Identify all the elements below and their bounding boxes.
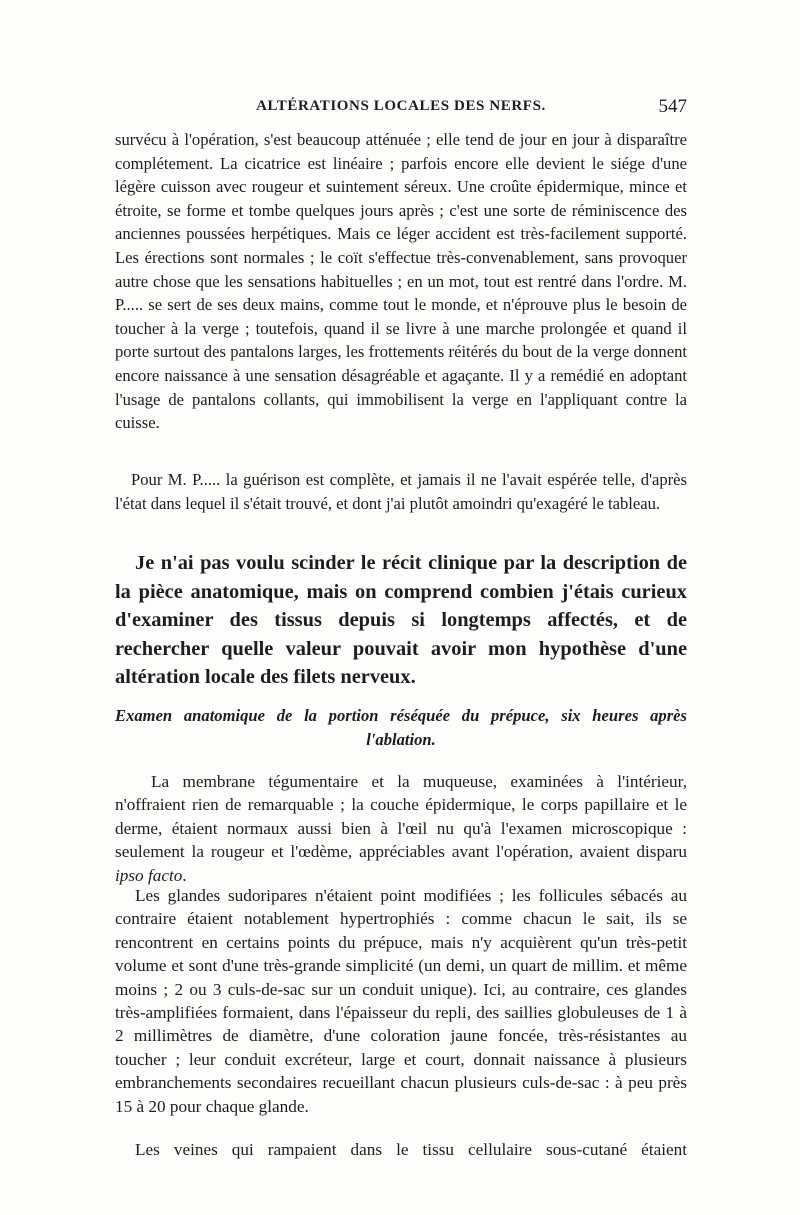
paragraph-membrane-end: .: [182, 865, 187, 885]
section-heading-line-2: l'ablation.: [366, 730, 436, 749]
paragraph-outcome: Pour M. P..... la guérison est complète, et jamais il ne l'avait espérée telle, d'après l'état dans lequel il s'était trouvé, et dont j'ai plutôt amoindri qu'exagéré le tableau.: [115, 470, 687, 513]
paragraph-veins: [115, 1138, 687, 1161]
paragraph-veins-text: Les veines qui rampaient dans le tissu cellulaire sous-cutané étaient: [135, 1140, 687, 1159]
running-title: ALTÉRATIONS LOCALES DES NERFS.: [256, 98, 546, 114]
paragraph-membrane-text: La membrane tégumentaire et la muqueuse, examinées à l'intérieur, n'offraient rien de remarquable ; la couche épidermique, le corps papillaire et le derme, étaient normaux aussi bien à l'œil nu qu'à l'examen microscopique : seulement la rougeur et l'œdème, appréciables avant l'opération, avaient disparu: [115, 772, 687, 862]
paragraph-glands: Les glandes sudoripares n'étaient point modifiées ; les follicules sébacés au contraire étaient notablement hypertrophiés : comme chacun le sait, ils se rencontrent en certains points du prépuce, mais n'y acquièrent qu'un très-petit volume et sont d'une très-grande simplicité (un demi, un quart de millim. et même moins ; 2 ou 3 culs-de-sac sur un conduit unique). Ici, au contraire, ces glandes très-amplifiées formaient, dans l'épaisseur du repli, des saillies globuleuses de 1 à 2 millimètres de diamètre, d'une coloration jaune foncée, très-résistantes au toucher ; leur conduit excréteur, large et court, donnait naissance à plusieurs embranchements secondaires recueillant chacun plusieurs culs-de-sac : à peu près 15 à 20 pour chaque glande.: [115, 886, 687, 1116]
latin-term: ipso facto: [115, 865, 183, 885]
section-heading: [115, 704, 687, 752]
paragraph-continuation: survécu à l'opération, s'est beaucoup atténuée ; elle tend de jour en jour à disparaître complétement. La cicatrice est linéaire ; parfois encore elle devient le siége d'une légère cuisson avec rougeur et suintement séreux. Une croûte épidermique, mince et étroite, se forme et tombe quelques jours après ; c'est une sorte de réminiscence des anciennes poussées herpétiques. Mais ce léger accident est très-facilement supporté. Les érections sont normales ; le coït s'effectue très-convenablement, sans provoquer autre chose que les sensations habituelles ; en un mot, tout est rentré dans l'ordre. M. P..... se sert de ses deux mains, comme tout le monde, et n'éprouve plus le besoin de toucher à la verge ; toutefois, quand il se livre à une marche prolongée et quand il porte surtout des pantalons larges, les frottements réitérés du bout de la verge donnent encore naissance à une sensation désagréable et agaçante. Il y a remédié en adoptant l'usage de pantalons collants, qui immobilisent la verge en l'appliquant contre la cuisse.: [115, 130, 687, 433]
running-head: [115, 96, 687, 120]
section-heading-line-1: Examen anatomique de la portion réséquée du prépuce, six heures après: [115, 706, 687, 725]
page-number: 547: [658, 96, 687, 117]
paragraph-membrane: [115, 770, 687, 887]
paragraph-large-intro: Je n'ai pas voulu scinder le récit clinique par la description de la pièce anatomique, mais on comprend combien j'étais curieux d'examiner des tissus depuis si longtemps affectés, et de rechercher quelle valeur pouvait avoir mon hypothèse d'une altération locale des filets nerveux.: [115, 552, 687, 689]
